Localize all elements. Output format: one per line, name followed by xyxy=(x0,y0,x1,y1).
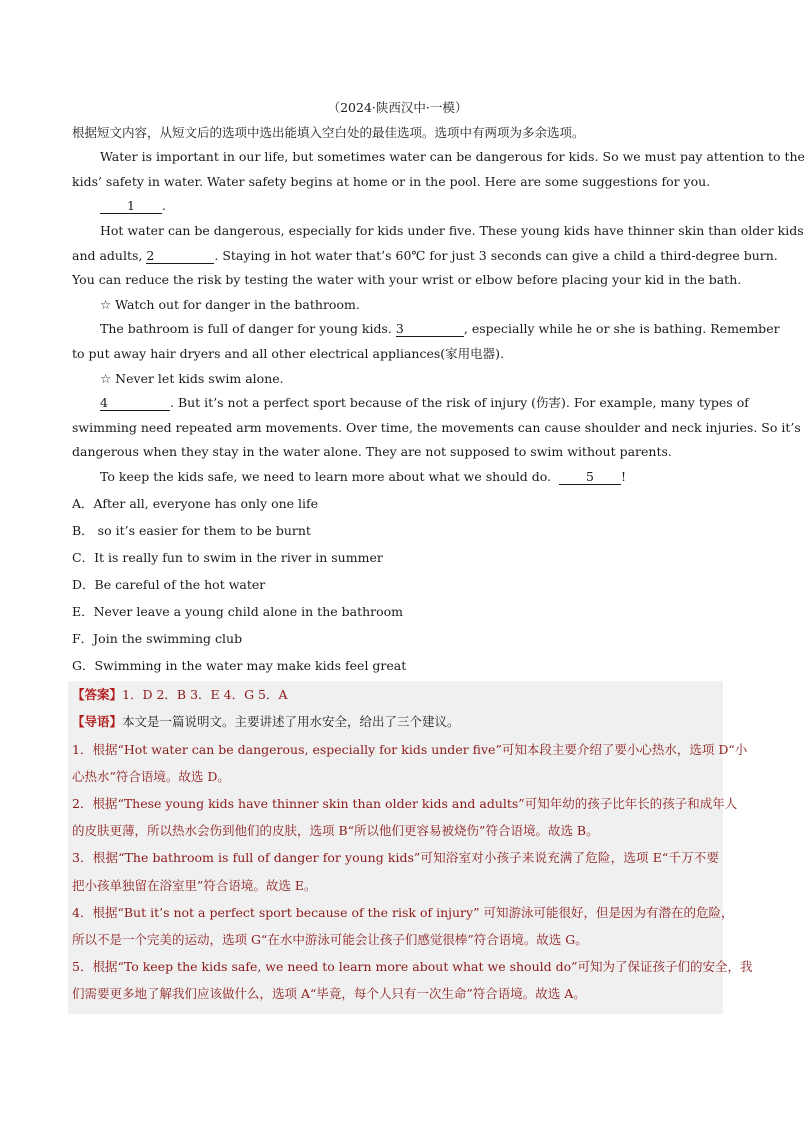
option-f: F．Join the swimming club xyxy=(72,630,243,646)
passage-line: to put away hair dryers and all other electrical appliances(家用电器). xyxy=(72,345,505,361)
answer-text: 1．D 2．B 3．E 4．G 5．A xyxy=(122,687,288,703)
explanation-line: 心热水”符合语境。故选 D。 xyxy=(72,768,230,784)
passage-line: dangerous when they stay in the water alone. They are not supposed to swim without parents. xyxy=(72,444,672,460)
passage-line: The bathroom is full of danger for young kids. 3 , especially while he or she is bathing. Remember xyxy=(100,321,780,337)
explanation-line: 们需要更多地了解我们应该做什么，选项 A“毕竟，每个人只有一次生命”符合语境。故选 A。 xyxy=(72,986,586,1002)
explanation-line: 1．根据“Hot water can be dangerous, especially for kids under five”可知本段主要介绍了要小心热水，选项 D“小 xyxy=(72,741,748,757)
option-g: G．Swimming in the water may make kids feel great xyxy=(72,658,407,674)
blank-1: 1 xyxy=(100,198,162,214)
passage-line: 4 . But it’s not a perfect sport because of the risk of injury (伤害). For example, many types of xyxy=(100,395,749,411)
option-c: C．It is really fun to swim in the river in summer xyxy=(72,549,383,565)
option-e: E．Never leave a young child alone in the bathroom xyxy=(72,603,404,619)
explanation-line: 2．根据“These young kids have thinner skin than older kids and adults”可知年幼的孩子比年长的孩子和成年人 xyxy=(72,795,738,811)
answer-label: 【答案】 xyxy=(72,687,123,703)
passage-line: You can reduce the risk by testing the water with your wrist or elbow before placing your kid in the bath. xyxy=(72,272,742,288)
passage xyxy=(72,145,805,489)
blank-5: 5 xyxy=(559,469,621,485)
answer-line xyxy=(72,681,719,708)
blank-3: 3 xyxy=(396,321,464,337)
guide-text: 本文是一篇说明文。主要讲述了用水安全，给出了三个建议。 xyxy=(122,714,460,730)
explanation-line: 所以不是一个完美的运动，选项 G“在水中游泳可能会让孩子们感觉很棒”符合语境。故选 G。 xyxy=(72,931,588,947)
explanation-line: 4．根据“But it’s not a perfect sport because of the risk of injury” 可知游泳可能很好，但是因为有潜在的危险， xyxy=(72,904,734,920)
passage-line: Water is important in our life, but sometimes water can be dangerous for kids. So we must pay attention to the xyxy=(100,149,805,165)
source-header: （2024·陕西汉中·一模） xyxy=(327,100,468,115)
explanation-line: 把小孩单独留在浴室里”符合语境。故选 E。 xyxy=(72,877,317,893)
option-a: A．After all, everyone has only one life xyxy=(72,495,319,511)
explanation-line: 的皮肤更薄，所以热水会伤到他们的皮肤，选项 B“所以他们更容易被烧伤”符合语境。故选 B。 xyxy=(72,823,599,839)
guide-line xyxy=(72,708,719,735)
blank-1-line: 1 . xyxy=(72,194,723,219)
option-b: B． so it’s easier for them to be burnt xyxy=(72,522,311,538)
passage-line: swimming need repeated arm movements. Over time, the movements can cause shoulder and neck injuries. So it’s xyxy=(72,419,801,435)
blank-4: 4 xyxy=(100,395,170,411)
passage-line: Hot water can be dangerous, especially for kids under five. These young kids have thinner skin than older kids xyxy=(100,222,804,238)
passage-line: kids’ safety in water. Water safety begins at home or in the pool. Here are some suggestions for you. xyxy=(72,173,711,189)
subheading: ☆ Watch out for danger in the bathroom. xyxy=(100,296,360,312)
explanation-line: 5．根据“To keep the kids safe, we need to learn more about what we should do”可知为了保证孩子们的安全，我 xyxy=(72,959,753,975)
instruction: 根据短文内容，从短文后的选项中选出能填入空白处的最佳选项。选项中有两项为多余选项。 xyxy=(72,124,585,140)
subheading: ☆ Never let kids swim alone. xyxy=(100,370,284,386)
blank-2: 2 xyxy=(146,248,214,264)
option-d: D．Be careful of the hot water xyxy=(72,576,266,592)
document-page xyxy=(72,96,805,1014)
options-list xyxy=(72,490,723,680)
explanation-line: 3．根据“The bathroom is full of danger for young kids”可知浴室对小孩子来说充满了危险，选项 E“千万不要 xyxy=(72,850,719,866)
answer-section xyxy=(68,681,753,1013)
passage-line: and adults, 2 . Staying in hot water that’s 60℃ for just 3 seconds can give a child a third-degree burn. xyxy=(72,247,778,263)
guide-label: 【导语】 xyxy=(72,714,123,730)
passage-line: To keep the kids safe, we need to learn more about what we should do. 5 ! xyxy=(100,468,627,484)
